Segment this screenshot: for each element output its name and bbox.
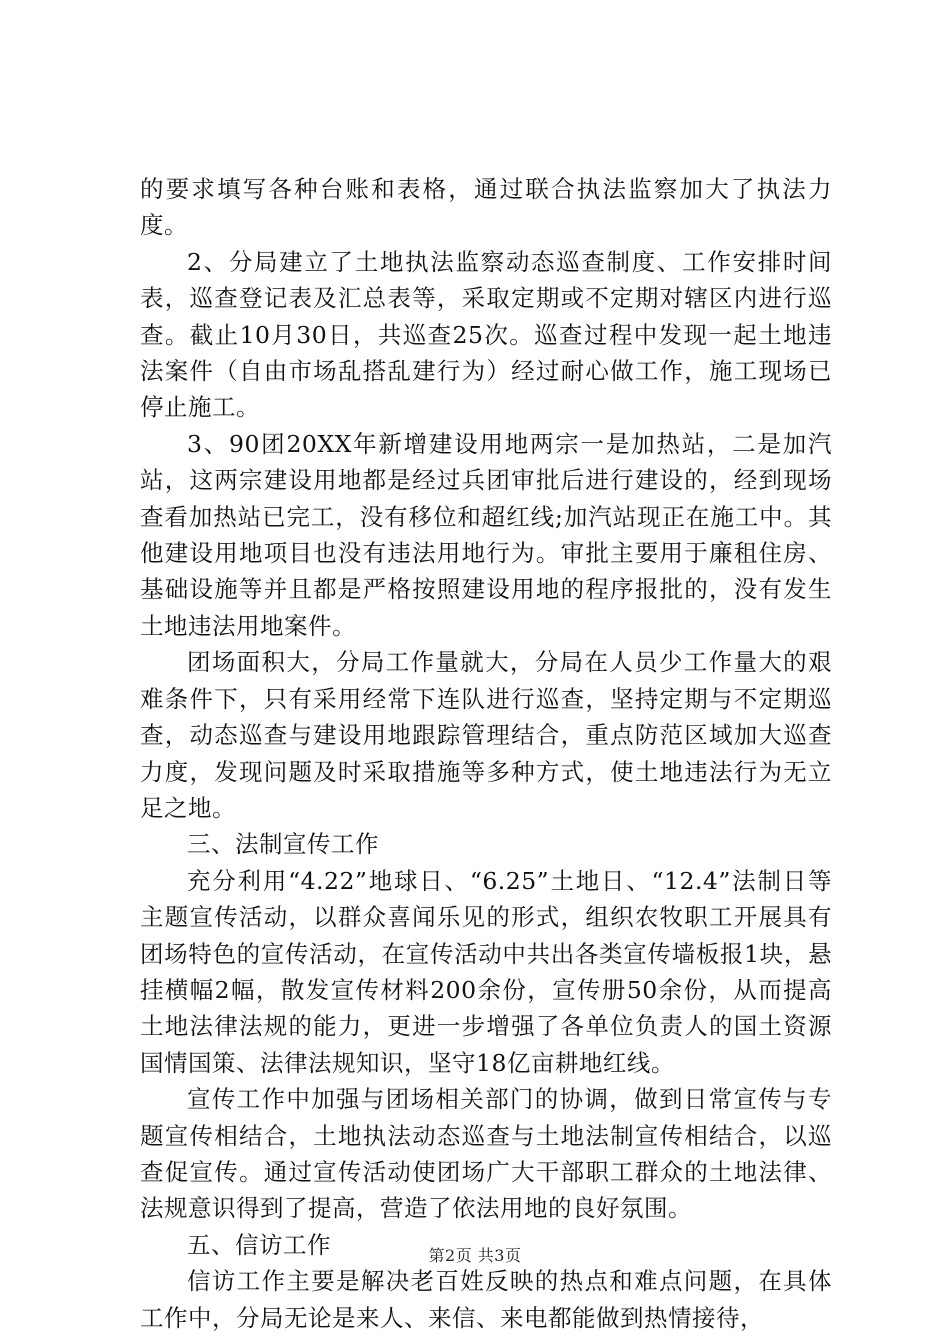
body-paragraph: 团场面积大，分局工作量就大，分局在人员少工作量大的艰难条件下，只有采用经常下连队进行巡查，坚持定期与不定期巡查，动态巡查与建设用地跟踪管理结合，重点防范区域加大巡查力度，发现问题及时采取措施等多种方式，使土地违法行为无立足之地。 xyxy=(140,648,832,822)
body-paragraph: 信访工作主要是解决老百姓反映的热点和难点问题，在具体工作中，分局无论是来人、来信、来电都能做到热情接待， xyxy=(140,1267,832,1332)
body-paragraph: 2、分局建立了土地执法监察动态巡查制度、工作安排时间表，巡查登记表及汇总表等，采取定期或不定期对辖区内进行巡查。截止10月30日，共巡查25次。巡查过程中发现一起土地违法案件（自由市场乱搭乱建行为）经过耐心做工作，施工现场已停止施工。 xyxy=(140,247,832,422)
body-paragraph: 充分利用“4.22”地球日、“6.25”土地日、“12.4”法制日等主题宣传活动，以群众喜闻乐见的形式，组织农牧职工开展具有团场特色的宣传活动，在宣传活动中共出各类宣传墙板报1块，悬挂横幅2幅，散发宣传材料200余份，宣传册50余份，从而提高土地法律法规的能力，更进一步增强了各单位负责人的国土资源国情国策、法律法规知识，坚守18亿亩耕地红线。 xyxy=(140,866,832,1077)
section-heading: 五、信访工作 xyxy=(187,1230,331,1259)
body-paragraph: 的要求填写各种台账和表格，通过联合执法监察加大了执法力度。 xyxy=(140,175,832,240)
body-paragraph: 宣传工作中加强与团场相关部门的协调，做到日常宣传与专题宣传相结合，土地执法动态巡查与土地法制宣传相结合，以巡查促宣传。通过宣传活动使团场广大干部职工群众的土地法律、法规意识得到了提高，营造了依法用地的良好氛围。 xyxy=(140,1085,832,1223)
document-body xyxy=(140,171,832,1336)
section-heading: 三、法制宣传工作 xyxy=(187,830,379,859)
body-paragraph: 3、90团20XX年新增建设用地两宗一是加热站，二是加汽站，这两宗建设用地都是经过兵团审批后进行建设的，经到现场查看加热站已完工，没有移位和超红线;加汽站现正在施工中。其他建设用地项目也没有违法用地行为。审批主要用于廉租住房、基础设施等并且都是严格按照建设用地的程序报批的，没有发生土地违法用地案件。 xyxy=(140,429,832,640)
page-number-footer: 第2页 共3页 xyxy=(428,1246,522,1265)
